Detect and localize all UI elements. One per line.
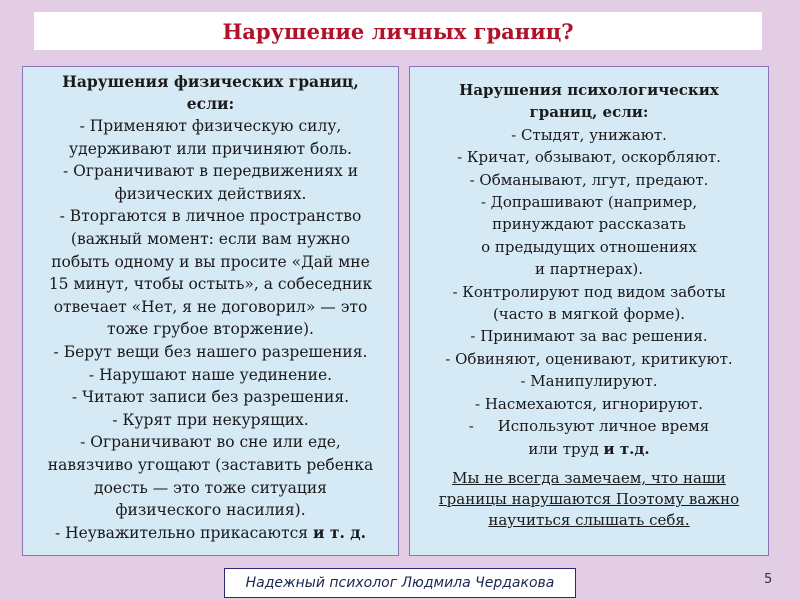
psych-etc: и т.д. <box>603 439 650 458</box>
physical-line: (важный момент: если вам нужно <box>70 229 351 248</box>
psych-line: - Обвиняют, оценивают, критикуют. <box>445 349 733 368</box>
physical-line: - Вторгаются в личное пространство <box>59 207 362 226</box>
note-line-2: границы нарушаются Поэтому важно <box>438 489 740 508</box>
physical-line: побыть одному и вы просите «Дай мне <box>51 252 370 271</box>
psych-list <box>416 124 762 438</box>
psych-line: - Стыдят, унижают. <box>511 125 667 144</box>
psych-last-text: или труд <box>528 439 599 458</box>
physical-line: удерживают или причиняют боль. <box>69 139 352 158</box>
psych-line: - Манипулируют. <box>520 372 658 391</box>
psych-line: - Контролируют под видом заботы <box>452 282 726 301</box>
page-number: 5 <box>764 572 773 587</box>
physical-line: физического насилия). <box>115 501 306 520</box>
physical-line: - Берут вещи без нашего разрешения. <box>53 342 368 361</box>
physical-line: отвечает «Нет, я не договорил» — это <box>53 297 368 316</box>
physical-line: - Применяют физическую силу, <box>79 117 342 135</box>
psych-line: о предыдущих отношениях <box>481 237 697 256</box>
physical-last-line <box>29 522 392 545</box>
physical-line: - Нарушают наше уединение. <box>88 365 333 384</box>
psych-line: - Используют личное время <box>468 417 710 436</box>
physical-last-text: - Неуважительно прикасаются <box>54 523 309 542</box>
psych-last-line <box>416 438 762 460</box>
psych-line: и партнерах). <box>534 260 644 279</box>
psychological-boundaries-panel <box>409 66 769 556</box>
title-bar <box>34 12 762 50</box>
psych-line: - Допрашивают (например, <box>480 193 698 212</box>
psych-heading-line-2: границ, если: <box>529 103 649 122</box>
physical-line: - Ограничивают во сне или еде, <box>80 433 341 452</box>
author-footer <box>224 568 576 598</box>
physical-line: физических действиях. <box>114 184 307 203</box>
author-name: Надежный психолог Людмила Чердакова <box>245 575 555 591</box>
summary-note <box>416 468 762 531</box>
psych-line: - Кричат, обзывают, оскорбляют. <box>457 148 721 167</box>
slide-title: Нарушение личных границ? <box>222 18 574 44</box>
psych-line: (часто в мягкой форме). <box>492 305 686 324</box>
physical-list <box>29 115 392 522</box>
note-line-1: Мы не всегда замечаем, что наши <box>452 468 726 487</box>
physical-heading-line-2: если: <box>186 94 235 113</box>
physical-line: - Курят при некурящих. <box>112 410 309 429</box>
physical-line: 15 минут, чтобы остыть», а собеседник <box>48 275 373 294</box>
psych-heading-line-1: Нарушения психологических <box>459 81 719 99</box>
physical-line: - Ограничивают в передвижениях и <box>62 162 359 181</box>
psych-line: принуждают рассказать <box>492 215 686 234</box>
physical-line: навязчиво угощают (заставить ребенка <box>47 455 374 474</box>
note-line-3: научиться слышать себя. <box>488 510 690 529</box>
physical-etc: и т. д. <box>313 522 367 542</box>
psych-line: - Обманывают, лгут, предают. <box>469 170 709 189</box>
physical-heading-line-1: Нарушения физических границ, <box>62 72 359 91</box>
psych-line: - Принимают за вас решения. <box>470 327 708 346</box>
physical-line: - Читают записи без разрешения. <box>71 388 350 407</box>
physical-boundaries-panel <box>22 66 399 556</box>
physical-line: доесть — это тоже ситуация <box>94 478 327 497</box>
psych-line: - Насмехаются, игнорируют. <box>474 394 703 413</box>
physical-line: тоже грубое вторжение). <box>107 320 314 339</box>
